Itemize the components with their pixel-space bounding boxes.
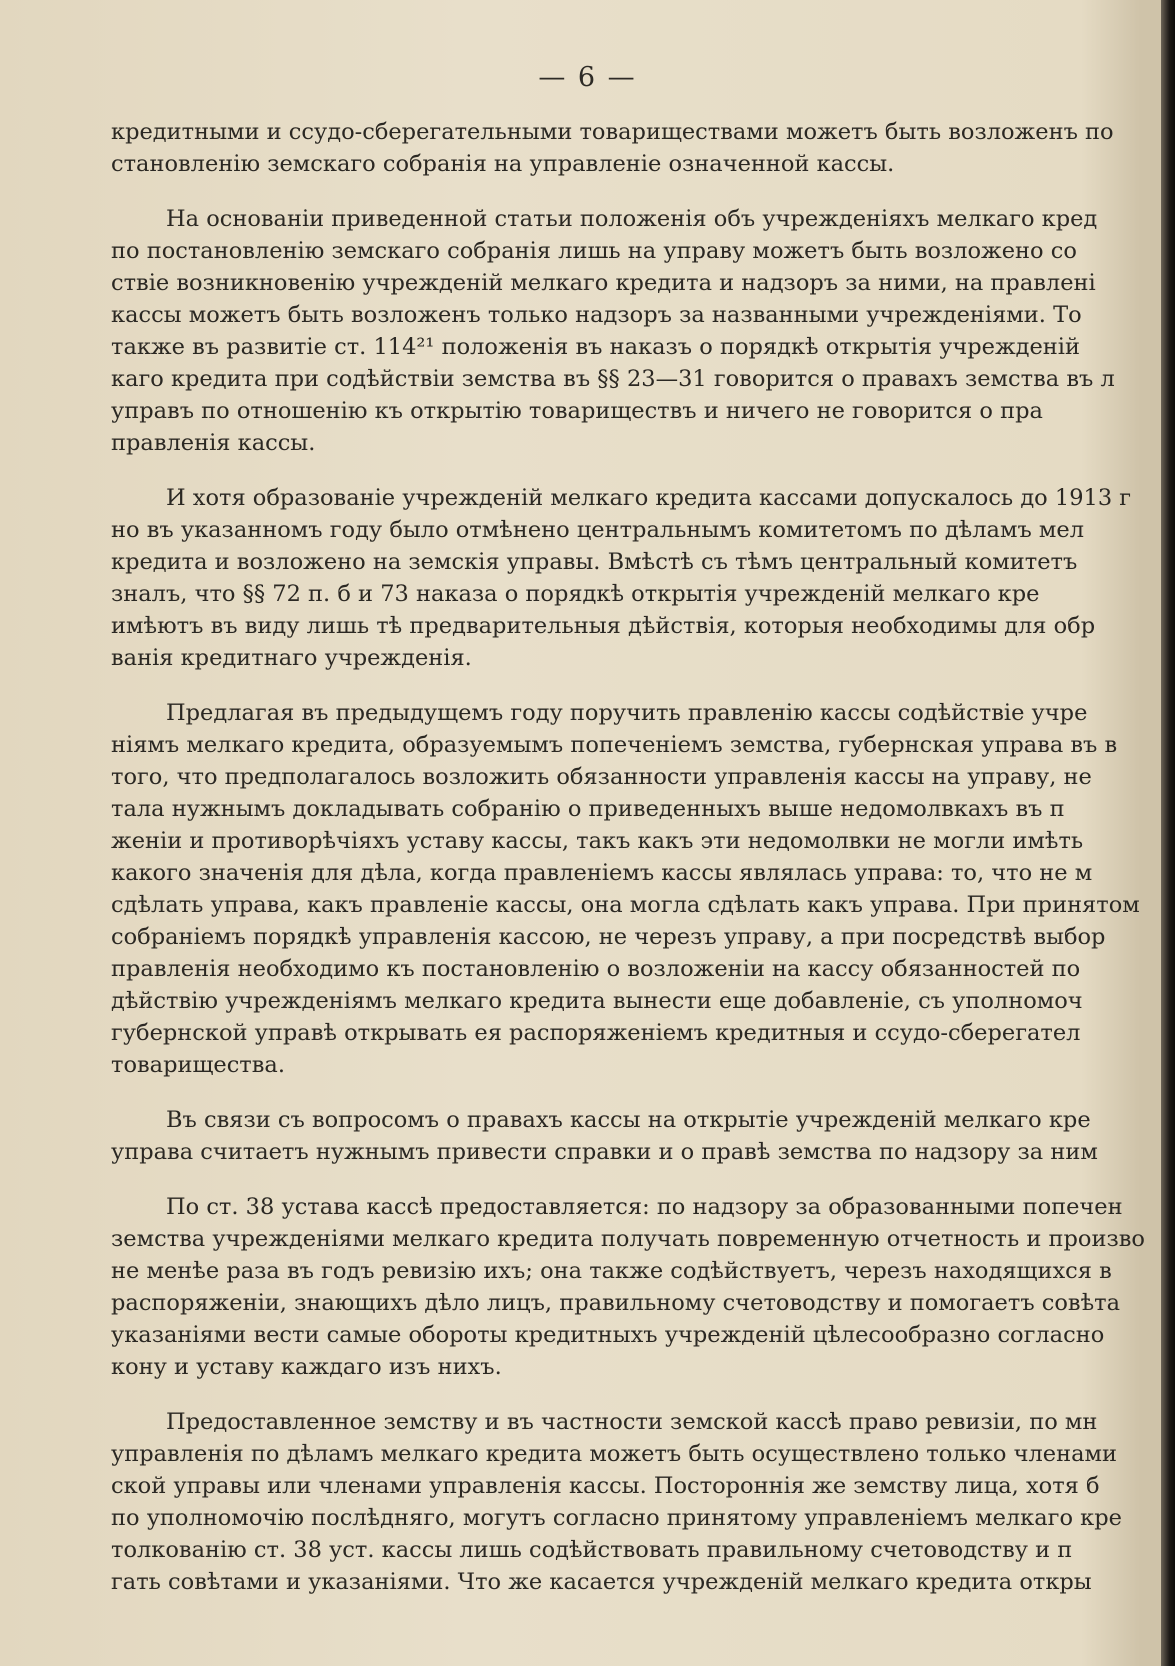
text-line: управа считаетъ нужнымъ привести справки и о правѣ земства по надзору за ним <box>111 1139 1098 1165</box>
text-line: кредитными и ссудо-сберегательными товариществами можетъ быть возложенъ по <box>111 119 1114 145</box>
text-line: И хотя образованіе учрежденій мелкаго кредита кассами допускалось до 1913 г <box>166 485 1132 511</box>
text-line: тала нужнымъ докладывать собранію о приведенныхъ выше недомолвкахъ въ п <box>111 796 1065 822</box>
text-line: имѣютъ въ виду лишь тѣ предварительныя дѣйствія, которыя необходимы для обр <box>111 613 1096 639</box>
paragraph <box>111 116 1163 180</box>
paragraph <box>111 1406 1163 1598</box>
text-line: правленія кассы. <box>111 430 316 456</box>
text-line: зналъ, что §§ 72 п. б и 73 наказа о порядкѣ открытія учрежденій мелкаго кре <box>111 581 1040 607</box>
text-line: дѣйствію учрежденіямъ мелкаго кредита вынести еще добавленіе, съ уполномоч <box>111 988 1083 1014</box>
text-line: женіи и противорѣчіяхъ уставу кассы, такъ какъ эти недомолвки не могли имѣть <box>111 828 1084 854</box>
text-line: ніямъ мелкаго кредита, образуемымъ попеченіемъ земства, губернская управа въ в <box>111 732 1118 758</box>
text-line: становленію земскаго собранія на управленіе означенной кассы. <box>111 151 895 177</box>
text-line: кассы можетъ быть возложенъ только надзоръ за названными учрежденіями. То <box>111 302 1082 328</box>
text-line: по постановленію земскаго собранія лишь на управу можетъ быть возложено со <box>111 238 1077 264</box>
text-line: распоряженіи, знающихъ дѣло лицъ, правильному счетоводству и помогаетъ совѣта <box>111 1290 1121 1316</box>
text-line: какого значенія для дѣла, когда правленіемъ кассы являлась управа: то, что не м <box>111 860 1093 886</box>
text-line: ванія кредитнаго учрежденія. <box>111 645 472 671</box>
text-line: По ст. 38 устава кассѣ предоставляется: по надзору за образованными попечен <box>166 1194 1123 1220</box>
page-binding-edge <box>1161 0 1175 1666</box>
text-line: того, что предполагалось возложить обязанности управленія кассы на управу, не <box>111 764 1092 790</box>
text-line: земства учрежденіями мелкаго кредита получать повременную отчетность и произво <box>111 1226 1145 1252</box>
text-line: управъ по отношенію къ открытію товариществъ и ничего не говорится о пра <box>111 398 1043 424</box>
paragraph <box>111 203 1163 459</box>
text-line: каго кредита при содѣйствіи земства въ §§ 23—31 говорится о правахъ земства въ л <box>111 366 1115 392</box>
paragraph <box>111 1104 1163 1168</box>
text-line: ской управы или членами управленія кассы. Постороннія же земству лица, хотя б <box>111 1473 1100 1499</box>
page-number: — 6 — <box>538 62 637 93</box>
text-line: Предоставленное земству и въ частности земской кассѣ право ревизіи, по мн <box>166 1409 1098 1435</box>
text-line: толкованію ст. 38 уст. кассы лишь содѣйствовать правильному счетоводству и п <box>111 1537 1073 1563</box>
text-line: правленія необходимо къ постановленію о возложеніи на кассу обязанностей по <box>111 956 1081 982</box>
text-line: собраніемъ порядкѣ управленія кассою, не черезъ управу, а при посредствѣ выбор <box>111 924 1106 950</box>
text-line: На основаніи приведенной статьи положенія объ учрежденіяхъ мелкаго кред <box>166 206 1098 232</box>
body-text <box>111 116 1163 1656</box>
text-line: Въ связи съ вопросомъ о правахъ кассы на открытіе учрежденій мелкаго кре <box>166 1107 1091 1133</box>
text-line: Предлагая въ предыдущемъ году поручить правленію кассы содѣйствіе учре <box>166 700 1088 726</box>
text-line: гать совѣтами и указаніями. Что же касается учрежденій мелкаго кредита откры <box>111 1569 1092 1595</box>
paragraph <box>111 482 1163 674</box>
text-line: товарищества. <box>111 1052 285 1078</box>
text-line: сдѣлать управа, какъ правленіе кассы, она могла сдѣлать какъ управа. При принятом <box>111 892 1140 918</box>
text-line: губернской управѣ открывать ея распоряженіемъ кредитныя и ссудо-сберегател <box>111 1020 1081 1046</box>
text-line: указаніями вести самые обороты кредитныхъ учрежденій цѣлесообразно согласно <box>111 1322 1105 1348</box>
text-line: кону и уставу каждаго изъ нихъ. <box>111 1354 502 1380</box>
text-line: ствіе возникновенію учрежденій мелкаго кредита и надзоръ за ними, на правлені <box>111 270 1096 296</box>
paragraph <box>111 697 1163 1081</box>
paragraph <box>111 1191 1163 1383</box>
text-line: кредита и возложено на земскія управы. Вмѣстѣ съ тѣмъ центральный комитетъ <box>111 549 1078 575</box>
text-line: но въ указанномъ году было отмѣнено центральнымъ комитетомъ по дѣламъ мел <box>111 517 1085 543</box>
text-line: также въ развитіе ст. 114²¹ положенія въ наказъ о порядкѣ открытія учрежденій <box>111 334 1080 360</box>
text-line: не менѣе раза въ годъ ревизію ихъ; она также содѣйствуетъ, черезъ находящихся в <box>111 1258 1112 1284</box>
text-line: по уполномочію послѣдняго, могутъ согласно принятому управленіемъ мелкаго кре <box>111 1505 1122 1531</box>
text-line: управленія по дѣламъ мелкаго кредита можетъ быть осуществлено только членами <box>111 1441 1117 1467</box>
